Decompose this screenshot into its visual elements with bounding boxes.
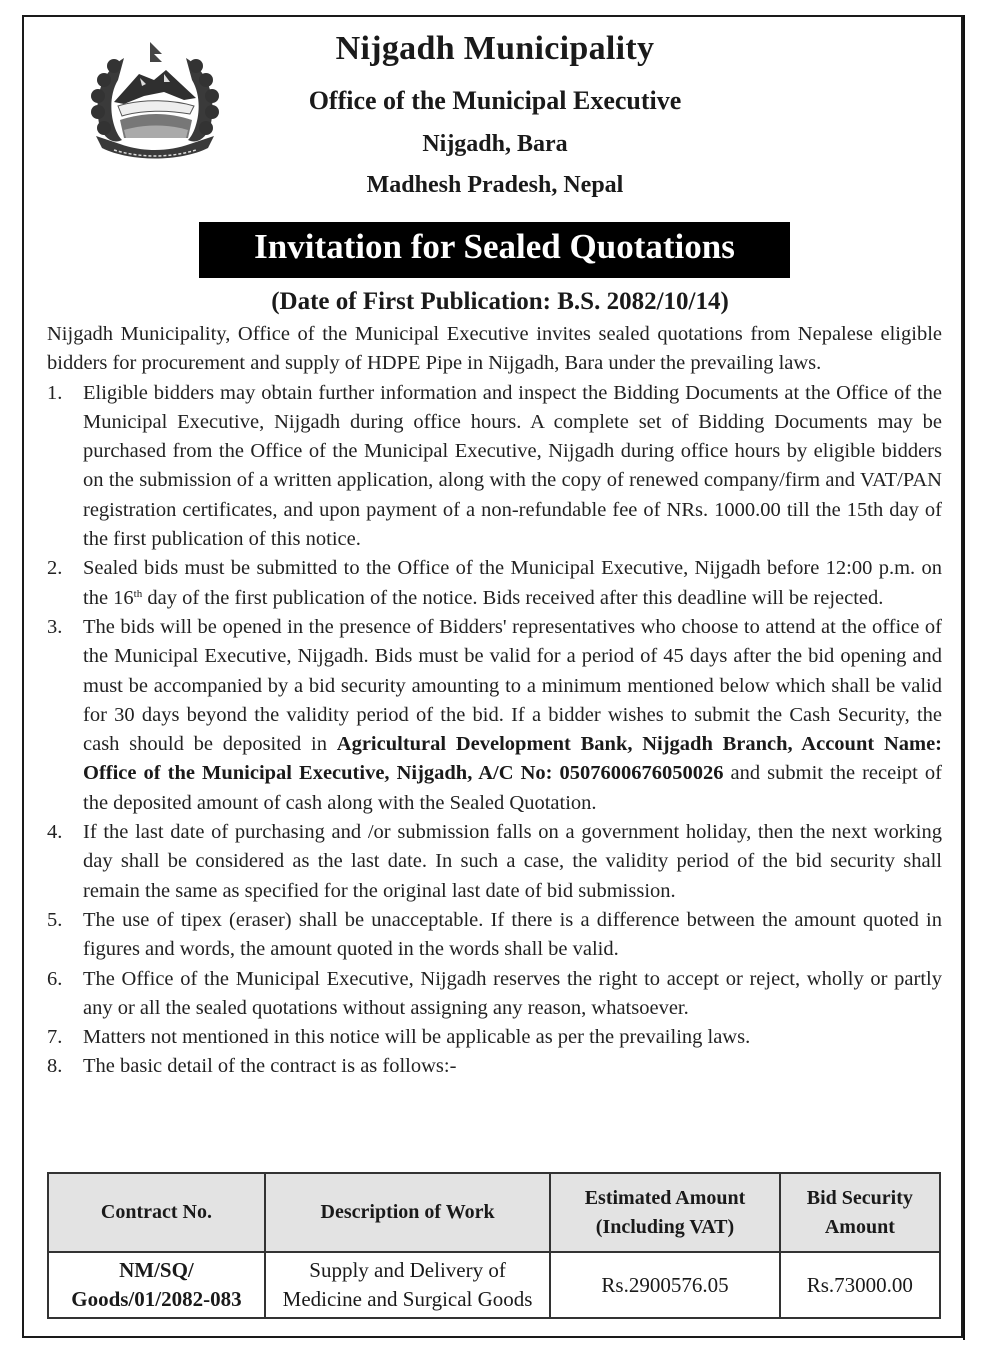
item-text: Matters not mentioned in this notice will be applicable as per the prevailing laws. — [83, 1026, 751, 1049]
header-line: Bid Security — [806, 1186, 913, 1209]
condition-item — [47, 1023, 942, 1052]
condition-item — [47, 906, 942, 965]
header-estimated-amount — [550, 1173, 779, 1252]
table-header-row — [48, 1173, 940, 1252]
notice-banner: Invitation for Sealed Quotations — [199, 222, 790, 278]
contract-details-table — [47, 1172, 941, 1319]
item-text: The bids will be opened in the presence of Bidders' representatives who choose to attend at the office of the Municipal Executive, Nijgadh. Bids must be valid for a period of 45 days after the bid opening and must be accompanied by a bid security amounting to a minimum mentioned below which shall be valid for 30 days beyond the validity period of the bid. If a bidder wishes to submit the Cash Security, the cash should be deposited in — [83, 615, 942, 756]
publication-date: (Date of First Publication: B.S. 2082/10/14) — [271, 288, 729, 315]
header-bid-security — [780, 1173, 940, 1252]
cell-line: NM/SQ/ — [119, 1258, 194, 1282]
municipality-title: Nijgadh Municipality — [335, 30, 655, 67]
cell-contract-no — [48, 1252, 265, 1318]
header-contract-no: Contract No. — [48, 1173, 265, 1252]
condition-item — [47, 1052, 942, 1081]
cell-estimated-amount: Rs.2900576.05 — [550, 1252, 779, 1318]
intro-paragraph: Nijgadh Municipality, Office of the Municipal Executive invites sealed quotations from Nepalese eligible bidders for procurement and supply of HDPE Pipe in Nijgadh, Bara under the prevailing laws. — [47, 323, 942, 375]
item-text: The Office of the Municipal Executive, Nijgadh reserves the right to accept or reject, wholly or partly any or all the sealed quotations without assigning any reason, whatsoever. — [83, 967, 942, 1019]
item-number: 7. — [47, 1026, 63, 1049]
cell-bid-security: Rs.73000.00 — [780, 1252, 940, 1318]
item-text: Eligible bidders may obtain further information and inspect the Bidding Documents at the Office of the Municipal Executive, Nijgadh during office hours. A complete set of Bidding Documents may be purchased from the Office of the Municipal Executive, Nijgadh during office hours by eligible bidders on the submission of a written application, along with the copy of renewed company/firm and VAT/PAN registration certificates, and upon payment of a non-refundable fee of NRs. 1000.00 till the 15th day of the first publication of this notice. — [83, 381, 942, 551]
item-text: and submit the receipt of the deposited amount of cash along with the Sealed Quotation. — [83, 762, 942, 814]
office-location: Nijgadh, Bara — [422, 131, 568, 157]
header-description: Description of Work — [265, 1173, 550, 1252]
cell-line: Supply and Delivery of — [309, 1258, 506, 1282]
ordinal-suffix: th — [133, 587, 143, 600]
table-row — [48, 1252, 940, 1318]
header-line: Estimated Amount — [584, 1186, 746, 1209]
item-text: If the last date of purchasing and /or submission falls on a government holiday, then the next working day shall be considered as the last date. In such a case, the validity period of the bid security shall remain the same as specified for the original last date of bid submission. — [83, 821, 942, 902]
notice-conditions-list — [47, 379, 942, 1082]
header-line: (Including VAT) — [595, 1215, 735, 1238]
item-number: 3. — [47, 615, 63, 638]
item-number: 1. — [47, 381, 63, 404]
condition-item — [47, 965, 942, 1024]
office-name: Office of the Municipal Executive — [308, 86, 682, 115]
cell-description — [265, 1252, 550, 1318]
item-text: Sealed bids must be submitted to the Office of the Municipal Executive, Nijgadh before 12:00 p.m. on the 16 — [83, 557, 942, 609]
header-line: Amount — [824, 1215, 895, 1238]
condition-item — [47, 379, 942, 555]
item-text: The use of tipex (eraser) shall be unacceptable. If there is a difference between the amount quoted in figures and words, the amount quoted in the words shall be valid. — [83, 908, 942, 961]
condition-item — [47, 554, 942, 613]
office-province: Madhesh Pradesh, Nepal — [366, 172, 624, 198]
cell-line: Goods/01/2082-083 — [71, 1287, 242, 1311]
item-text: day of the first publication of the notice. Bids received after this deadline will be rejected. — [142, 586, 884, 609]
item-number: 5. — [47, 908, 63, 931]
condition-item — [47, 613, 942, 818]
condition-item — [47, 818, 942, 906]
item-number: 6. — [47, 967, 63, 990]
cell-line: Medicine and Surgical Goods — [282, 1287, 533, 1311]
item-number: 2. — [47, 557, 63, 580]
bank-account-details: Agricultural Development Bank, Nijgadh Branch, Account Name: Office of the Municipal Executive, Nijgadh, A/C No: 0507600676050026 — [83, 733, 943, 785]
item-number: 8. — [47, 1055, 63, 1078]
notice-body — [47, 320, 942, 1082]
item-text: The basic detail of the contract is as follows:- — [83, 1055, 457, 1078]
item-number: 4. — [47, 821, 63, 844]
